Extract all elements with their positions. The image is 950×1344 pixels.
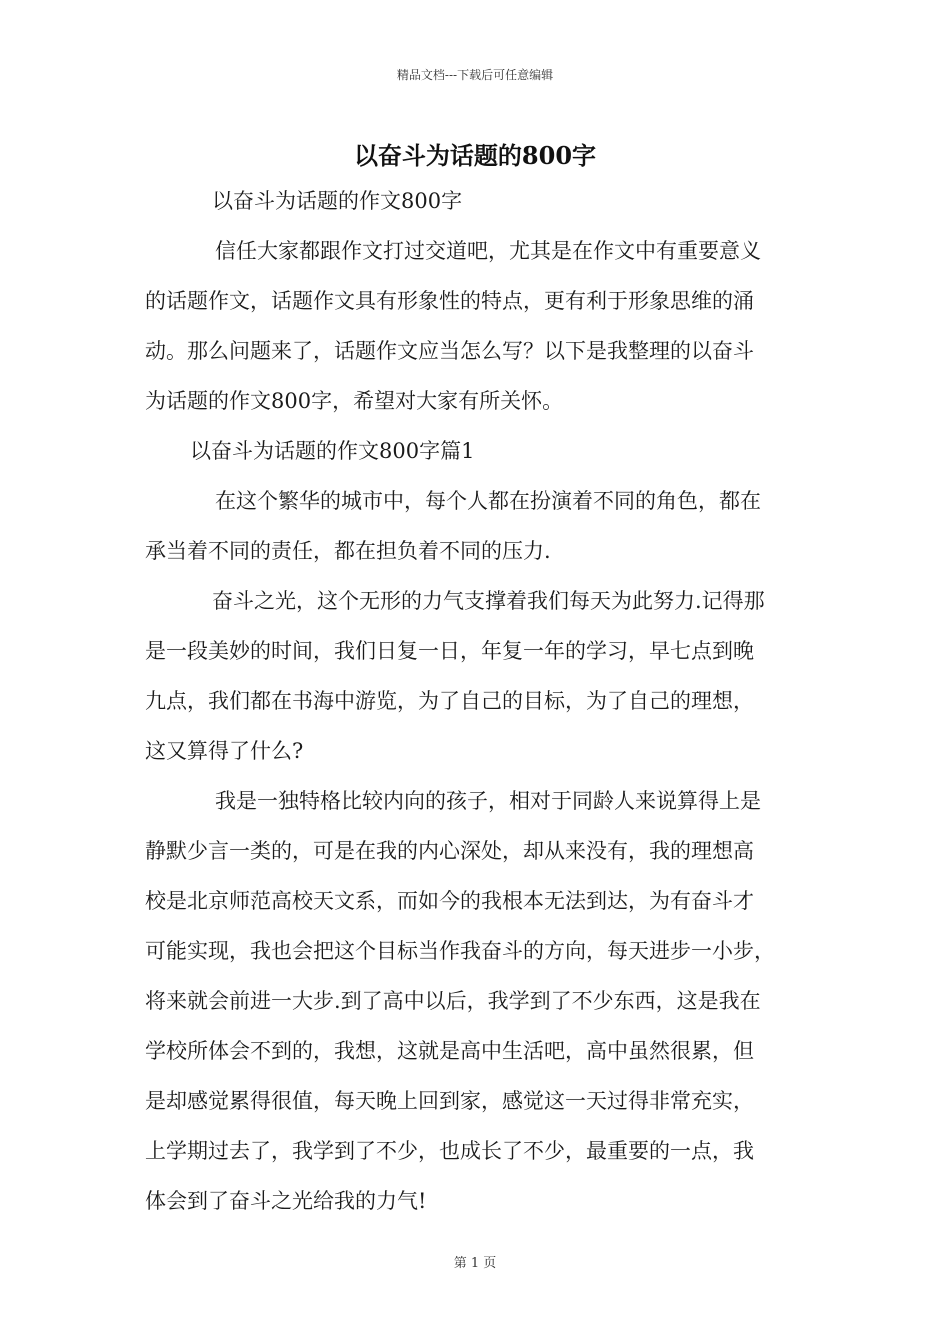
paragraph-line: 将来就会前进一大步.到了高中以后，我学到了不少东西，这是我在 xyxy=(145,989,761,1013)
paragraph-line: 校是北京师范高校天文系，而如今的我根本无法到达，为有奋斗才 xyxy=(145,889,754,913)
paragraph-line: 是一段美妙的时间，我们日复一日，年复一年的学习，早七点到晚 xyxy=(145,639,754,663)
paragraph-line: 静默少言一类的，可是在我的内心深处，却从来没有，我的理想高 xyxy=(145,839,754,863)
document-title: 以奋斗为话题的800字 xyxy=(353,141,597,170)
subtitle-line: 以奋斗为话题的作文800字 xyxy=(212,189,463,213)
section-heading: 以奋斗为话题的作文800字篇1 xyxy=(190,439,475,463)
paragraph-line: 在这个繁华的城市中，每个人都在扮演着不同的角色，都在 xyxy=(215,489,761,513)
paragraph-line: 体会到了奋斗之光给我的力气! xyxy=(145,1189,427,1213)
paragraph-line: 我是一独特格比较内向的孩子，相对于同龄人来说算得上是 xyxy=(215,789,761,813)
paragraph-line: 动。那么问题来了，话题作文应当怎么写？以下是我整理的以奋斗 xyxy=(145,339,754,363)
page-number: 第 1 页 xyxy=(453,1256,497,1271)
paragraph-line: 九点，我们都在书海中游览，为了自己的目标，为了自己的理想， xyxy=(145,689,754,713)
paragraph-line: 信任大家都跟作文打过交道吧，尤其是在作文中有重要意义 xyxy=(215,239,761,263)
paragraph-line: 为话题的作文800字，希望对大家有所关怀。 xyxy=(145,389,564,413)
paragraph-line: 可能实现，我也会把这个目标当作我奋斗的方向，每天进步一小步， xyxy=(145,939,775,963)
paragraph-line: 奋斗之光，这个无形的力气支撑着我们每天为此努力.记得那 xyxy=(212,589,765,613)
paragraph-line: 学校所体会不到的，我想，这就是高中生活吧，高中虽然很累，但 xyxy=(145,1039,754,1063)
page-header: 精品文档---下载后可任意编辑 xyxy=(396,68,554,82)
paragraph-line: 是却感觉累得很值，每天晚上回到家，感觉这一天过得非常充实， xyxy=(145,1089,754,1113)
paragraph-line: 这又算得了什么? xyxy=(145,739,304,763)
paragraph-line: 的话题作文，话题作文具有形象性的特点，更有利于形象思维的涌 xyxy=(145,289,754,313)
paragraph-line: 上学期过去了，我学到了不少，也成长了不少，最重要的一点，我 xyxy=(145,1139,754,1163)
paragraph-line: 承当着不同的责任，都在担负着不同的压力. xyxy=(145,539,551,563)
